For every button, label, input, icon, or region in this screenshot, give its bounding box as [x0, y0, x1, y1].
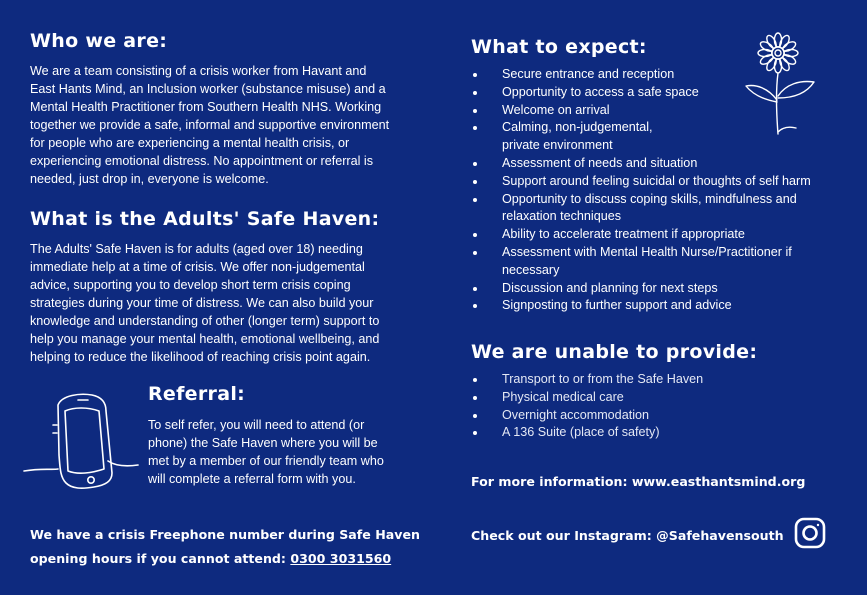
list-item: Ability to accelerate treatment if appropriate: [471, 226, 841, 244]
list-item: Support around feeling suicidal or thoughts of self harm: [471, 173, 841, 191]
more-info-prefix: For more information:: [471, 474, 628, 489]
list-item: Secure entrance and reception: [471, 66, 841, 84]
list-item: Assessment of needs and situation: [471, 155, 841, 173]
what-to-expect-list: [471, 66, 841, 315]
safe-haven-text: The Adults' Safe Haven is for adults (aged over 18) needing immediate help at a time of crisis. We offer non-judgemental advice, supporting you to develop short term crisis coping strategies during your time of distress. We can also build your knowledge and understanding of other (longer term) support to help you manage your mental health, emotional wellbeing, and helping to reduce the likelihood of reaching crisis point again.: [30, 242, 380, 364]
what-to-expect-heading: What to expect:: [471, 36, 647, 58]
website-link[interactable]: www.easthantsmind.org: [631, 474, 806, 489]
freephone-number-link[interactable]: 0300 3031560: [290, 551, 392, 566]
unable-to-provide-heading: We are unable to provide:: [471, 341, 758, 363]
phone-icon: [22, 385, 140, 500]
list-item: Opportunity to discuss coping skills, mindfulness and relaxation techniques: [471, 191, 841, 227]
list-item: Calming, non-judgemental, private environment: [471, 119, 841, 155]
list-item: Signposting to further support and advice: [471, 297, 841, 315]
list-item: Overnight accommodation: [471, 407, 841, 425]
list-item: Welcome on arrival: [471, 102, 841, 120]
freephone-line-1: We have a crisis Freephone number during Safe Haven: [30, 527, 420, 542]
list-item: Discussion and planning for next steps: [471, 280, 841, 298]
list-item: Assessment with Mental Health Nurse/Practitioner if necessary: [471, 244, 841, 280]
instagram-handle-link[interactable]: @Safehavensouth: [656, 528, 784, 543]
referral-text: To self refer, you will need to attend (or phone) the Safe Haven where you will be met by a member of our friendly team who will complete a referral form with you.: [148, 418, 384, 486]
list-item: Transport to or from the Safe Haven: [471, 371, 841, 389]
instagram-icon[interactable]: [794, 517, 826, 549]
list-item: Physical medical care: [471, 389, 841, 407]
list-item: Opportunity to access a safe space: [471, 84, 841, 102]
who-we-are-heading: Who we are:: [30, 30, 168, 52]
instagram-prefix: Check out our Instagram:: [471, 528, 652, 543]
freephone-prefix: opening hours if you cannot attend:: [30, 551, 286, 566]
referral-heading: Referral:: [148, 383, 246, 405]
safe-haven-heading: What is the Adults' Safe Haven:: [30, 208, 380, 230]
more-info-line: [471, 474, 805, 489]
freephone-line-2: [30, 551, 391, 566]
list-item: A 136 Suite (place of safety): [471, 424, 841, 442]
instagram-line: [471, 528, 784, 543]
unable-to-provide-list: [471, 371, 841, 442]
who-we-are-text: We are a team consisting of a crisis worker from Havant and East Hants Mind, an Inclusion worker (substance misuse) and a Mental Health Practitioner from Southern Health NHS. Working together we provide a safe, informal and supportive environment for people who are experiencing a mental health crisis, or experiencing emotional distress. No appointment or referral is needed, just drop in, everyone is welcome.: [30, 64, 390, 186]
